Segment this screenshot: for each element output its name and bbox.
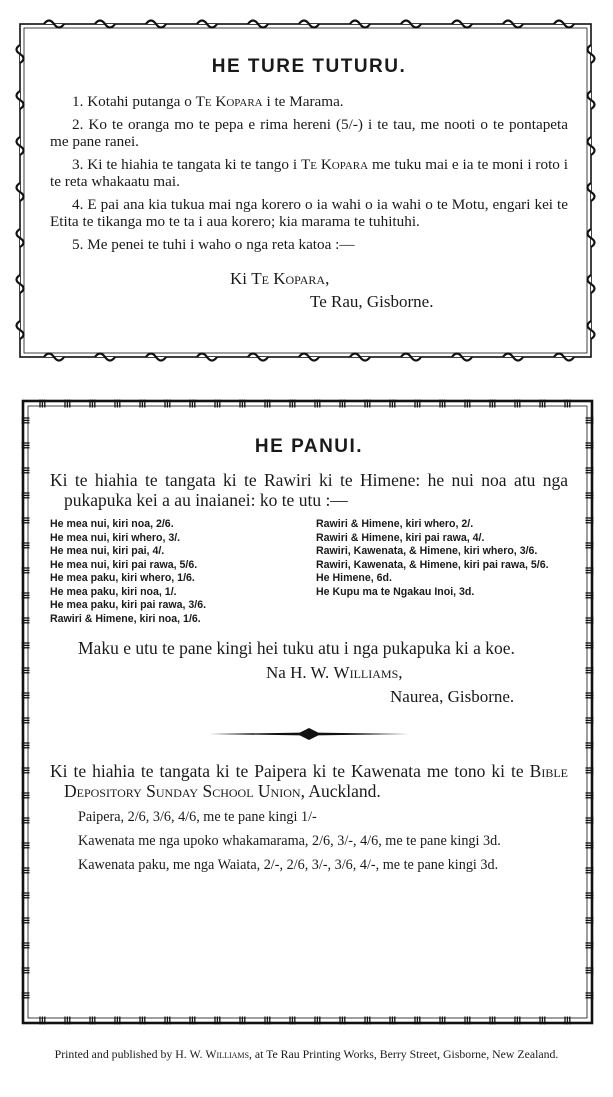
- price-item: He mea nui, kiri pai, 4/.: [50, 545, 165, 557]
- rule-item: 5. Me penei te tuhi i waho o nga reta katoa :—: [72, 236, 355, 253]
- notice-lead: Ki te hiahia te tangata ki te Rawiri ki te Himene: he nui noa atu nga pukapuka kei a au inaianei: ko te utu :—: [50, 470, 568, 510]
- price-column-right: [316, 518, 568, 626]
- price-item: He mea paku, kiri pai rawa, 3/6.: [50, 599, 207, 611]
- signature-line-1: Na H. W. Williams,: [266, 663, 403, 682]
- rules-title: HE TURE TUTURU.: [211, 56, 407, 77]
- price-item: Rawiri, Kawenata, & Himene, kiri pai rawa, 5/6.: [316, 558, 549, 571]
- ornamental-divider: [209, 727, 409, 741]
- price-item: He mea nui, kiri noa, 2/6.: [50, 518, 174, 530]
- price-item: He mea paku, kiri whero, 1/6.: [50, 572, 195, 584]
- price-item: He Kupu ma te Ngakau Inoi, 3d.: [316, 585, 475, 598]
- address-line-1: Ki Te Kopara,: [230, 269, 330, 288]
- price-column-left: [50, 518, 302, 626]
- kawenata-paku-prices: Kawenata paku, me nga Waiata, 2/-, 2/6, 3/-, 3/6, 4/-, me te pane kingi 3d.: [78, 857, 499, 873]
- paipera-prices: Paipera, 2/6, 3/6, 4/6, me te pane kingi 1/-: [78, 809, 317, 825]
- price-item: Rawiri, Kawenata, & Himene, kiri whero, 3/6.: [316, 545, 538, 557]
- signature-block: [50, 661, 568, 709]
- notice-content: [50, 436, 568, 881]
- address-line-2: Te Rau, Gisborne.: [310, 292, 434, 311]
- rules-list: [50, 93, 568, 253]
- price-item: He Himene, 6d.: [316, 572, 392, 584]
- price-item: He mea paku, kiri noa, 1/.: [50, 585, 177, 598]
- address-block: [50, 267, 568, 313]
- imprint-footer: Printed and published by H. W. Williams, at Te Rau Printing Works, Berry Street, Gisborne, New Zealand.: [54, 1047, 559, 1061]
- bible-notice: Ki te hiahia te tangata ki te Paipera ki te Kawenata me tono ki te Bible Depository Sunday School Union, Auckland.: [50, 761, 568, 801]
- rule-item: 3. Ki te hiahia te tangata ki te tango i Te Kopara me tuku mai e ia te moni i roto i te reta whakaatu mai.: [50, 156, 568, 190]
- price-item: Rawiri & Himene, kiri pai rawa, 4/.: [316, 531, 485, 544]
- price-item: Rawiri & Himene, kiri noa, 1/6.: [50, 612, 201, 625]
- price-item: He mea nui, kiri whero, 3/.: [50, 531, 181, 544]
- price-item: He mea nui, kiri pai rawa, 5/6.: [50, 558, 198, 571]
- rule-item: 1. Kotahi putanga o Te Kopara i te Marama.: [72, 93, 344, 110]
- kawenata-prices: Kawenata me nga upoko whakamarama, 2/6, 3/-, 4/6, me te pane kingi 3d.: [78, 833, 501, 849]
- notice-title: HE PANUI.: [254, 436, 364, 457]
- rules-content: [50, 58, 568, 313]
- notice-box: [20, 398, 595, 1026]
- signature-line-2: Naurea, Gisborne.: [390, 687, 515, 706]
- price-list: [50, 518, 568, 626]
- postage-note: Maku e utu te pane kingi hei tuku atu i nga pukapuka ki a koe.: [78, 638, 515, 658]
- rule-item: 2. Ko te oranga mo te pepa e rima hereni (5/-) i te tau, me nooti o te pontapeta me pane ranei.: [50, 116, 568, 150]
- price-item: Rawiri & Himene, kiri whero, 2/.: [316, 518, 474, 530]
- rule-item: 4. E pai ana kia tukua mai nga korero o ia wahi o ia wahi o te Motu, engari kei te Etita te tikanga mo te ta i aua korero; kia marama te tuhituhi.: [50, 196, 568, 230]
- rules-box: [14, 18, 597, 363]
